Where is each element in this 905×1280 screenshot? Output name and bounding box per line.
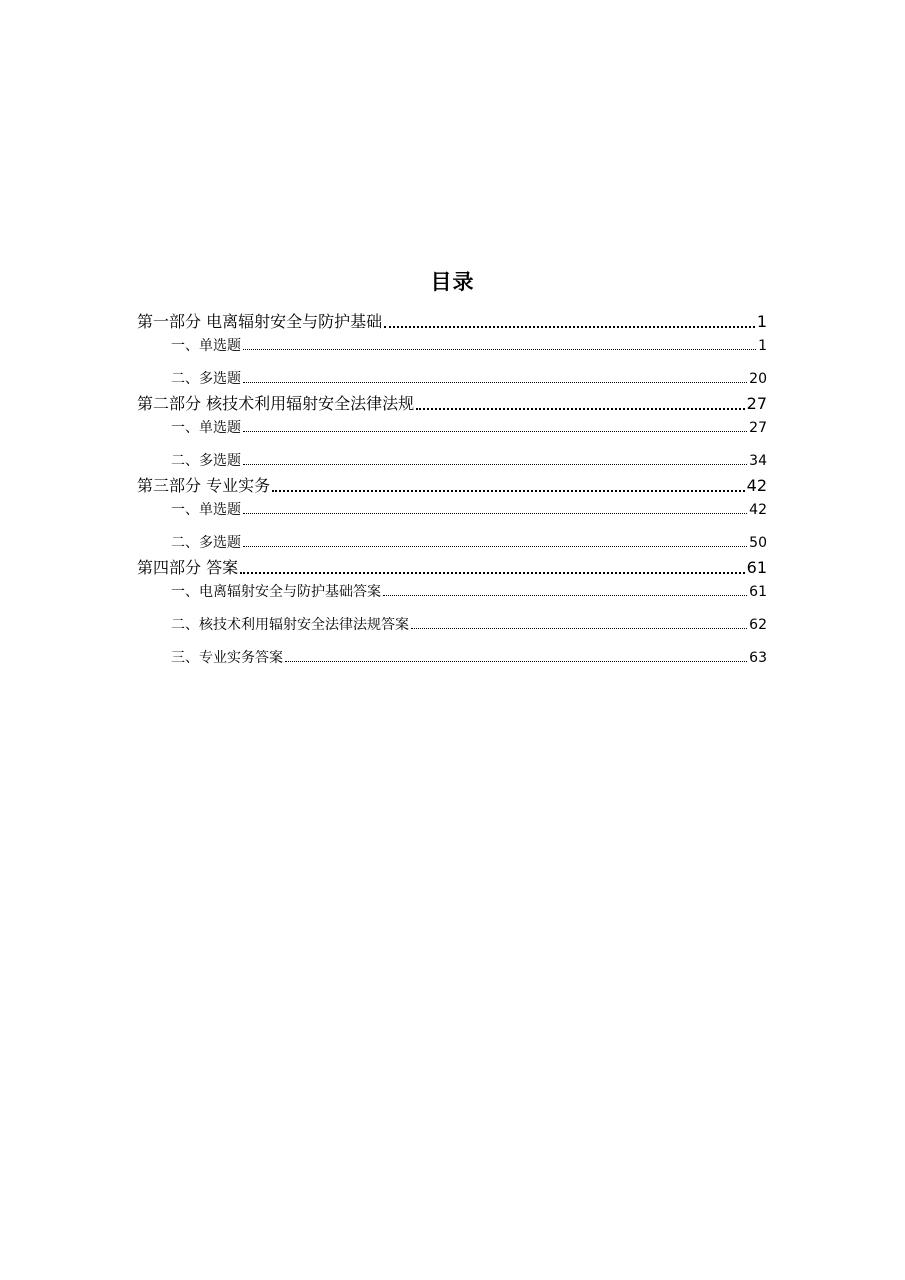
toc-title: 目录 [430,270,475,294]
toc-leader [383,595,747,596]
toc-part-4-section-2[interactable] [137,600,767,633]
toc-section-page: 63 [749,650,767,666]
toc-leader [243,546,747,547]
toc-leader [243,382,747,383]
toc-leader [240,572,745,574]
toc-list [137,305,767,666]
toc-leader [243,464,747,465]
toc-leader [243,431,747,432]
toc-section-page: 62 [749,617,767,633]
toc-part-3[interactable] [137,469,767,495]
toc-leader [384,326,755,328]
toc-part-2[interactable] [137,387,767,413]
toc-part-4-section-1[interactable] [137,577,767,600]
toc-leader [243,513,747,514]
toc-leader [416,408,745,410]
toc-section-label: 一、单选题 [171,420,241,436]
toc-section-label: 一、单选题 [171,502,241,518]
toc-part-4[interactable] [137,551,767,577]
toc-leader [243,349,756,350]
toc-leader [285,661,747,662]
toc-section-label: 一、单选题 [171,338,241,354]
toc-section-page: 20 [749,371,767,387]
toc-part-1-label: 第一部分 电离辐射安全与防护基础 [137,312,383,331]
toc-part-1-page: 1 [756,312,767,331]
toc-part-2-section-1[interactable] [137,413,767,436]
toc-part-3-page: 42 [746,476,767,495]
toc-section-label: 二、多选题 [171,535,241,551]
toc-part-4-label: 第四部分 答案 [137,558,239,577]
toc-part-3-label: 第三部分 专业实务 [137,476,271,495]
toc-part-1-section-2[interactable] [137,354,767,387]
toc-section-label: 三、专业实务答案 [171,650,283,666]
toc-part-4-page: 61 [746,558,767,577]
toc-part-2-section-2[interactable] [137,436,767,469]
toc-part-2-page: 27 [746,394,767,413]
toc-section-page: 42 [749,502,767,518]
toc-section-page: 34 [749,453,767,469]
toc-part-1-section-1[interactable] [137,331,767,354]
toc-section-page: 50 [749,535,767,551]
toc-leader [411,628,747,629]
toc-section-label: 二、多选题 [171,371,241,387]
toc-leader [272,490,745,492]
toc-part-3-section-2[interactable] [137,518,767,551]
toc-part-3-section-1[interactable] [137,495,767,518]
toc-section-label: 二、多选题 [171,453,241,469]
toc-part-4-section-3[interactable] [137,633,767,666]
toc-section-label: 一、电离辐射安全与防护基础答案 [171,584,381,600]
toc-section-label: 二、核技术利用辐射安全法律法规答案 [171,617,409,633]
toc-part-2-label: 第二部分 核技术利用辐射安全法律法规 [137,394,415,413]
toc-section-page: 61 [749,584,767,600]
toc-part-1[interactable] [137,305,767,331]
toc-section-page: 1 [758,338,767,354]
toc-section-page: 27 [749,420,767,436]
